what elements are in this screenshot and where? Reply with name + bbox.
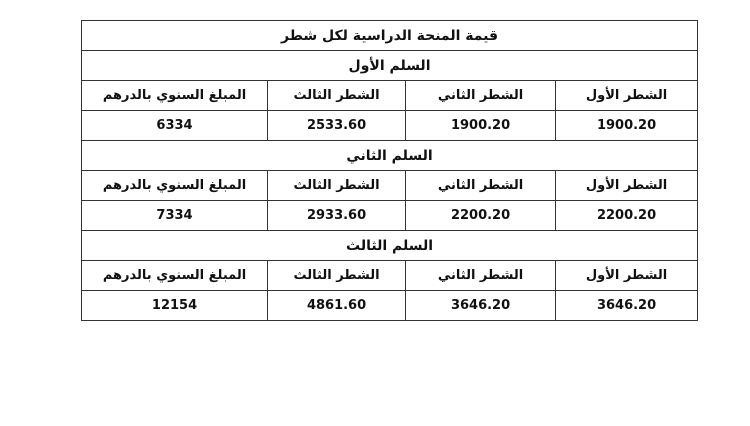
header-first-term: الشطر الأول	[556, 261, 698, 291]
value-third-term: 4861.60	[268, 291, 406, 321]
value-row	[82, 201, 698, 231]
header-row	[82, 261, 698, 291]
value-annual-amount: 12154	[82, 291, 268, 321]
value-annual-amount: 7334	[82, 201, 268, 231]
header-annual-amount: المبلغ السنوي بالدرهم	[82, 81, 268, 111]
scale-row	[82, 231, 698, 261]
header-second-term: الشطر الثاني	[406, 81, 556, 111]
value-first-term: 3646.20	[556, 291, 698, 321]
header-row	[82, 171, 698, 201]
value-first-term: 1900.20	[556, 111, 698, 141]
header-second-term: الشطر الثاني	[406, 261, 556, 291]
value-second-term: 3646.20	[406, 291, 556, 321]
value-first-term: 2200.20	[556, 201, 698, 231]
scale-row	[82, 51, 698, 81]
value-second-term: 1900.20	[406, 111, 556, 141]
title-row	[82, 21, 698, 51]
value-third-term: 2533.60	[268, 111, 406, 141]
scale-name: السلم الثالث	[82, 231, 698, 261]
scale-name: السلم الثاني	[82, 141, 698, 171]
value-third-term: 2933.60	[268, 201, 406, 231]
header-second-term: الشطر الثاني	[406, 171, 556, 201]
header-annual-amount: المبلغ السنوي بالدرهم	[82, 171, 268, 201]
header-annual-amount: المبلغ السنوي بالدرهم	[82, 261, 268, 291]
header-third-term: الشطر الثالث	[268, 171, 406, 201]
value-second-term: 2200.20	[406, 201, 556, 231]
scholarship-table	[81, 20, 698, 321]
header-row	[82, 81, 698, 111]
value-annual-amount: 6334	[82, 111, 268, 141]
scale-row	[82, 141, 698, 171]
table-title: قيمة المنحة الدراسية لكل شطر	[82, 21, 698, 51]
scale-name: السلم الأول	[82, 51, 698, 81]
value-row	[82, 111, 698, 141]
value-row	[82, 291, 698, 321]
header-third-term: الشطر الثالث	[268, 81, 406, 111]
header-first-term: الشطر الأول	[556, 81, 698, 111]
header-first-term: الشطر الأول	[556, 171, 698, 201]
header-third-term: الشطر الثالث	[268, 261, 406, 291]
